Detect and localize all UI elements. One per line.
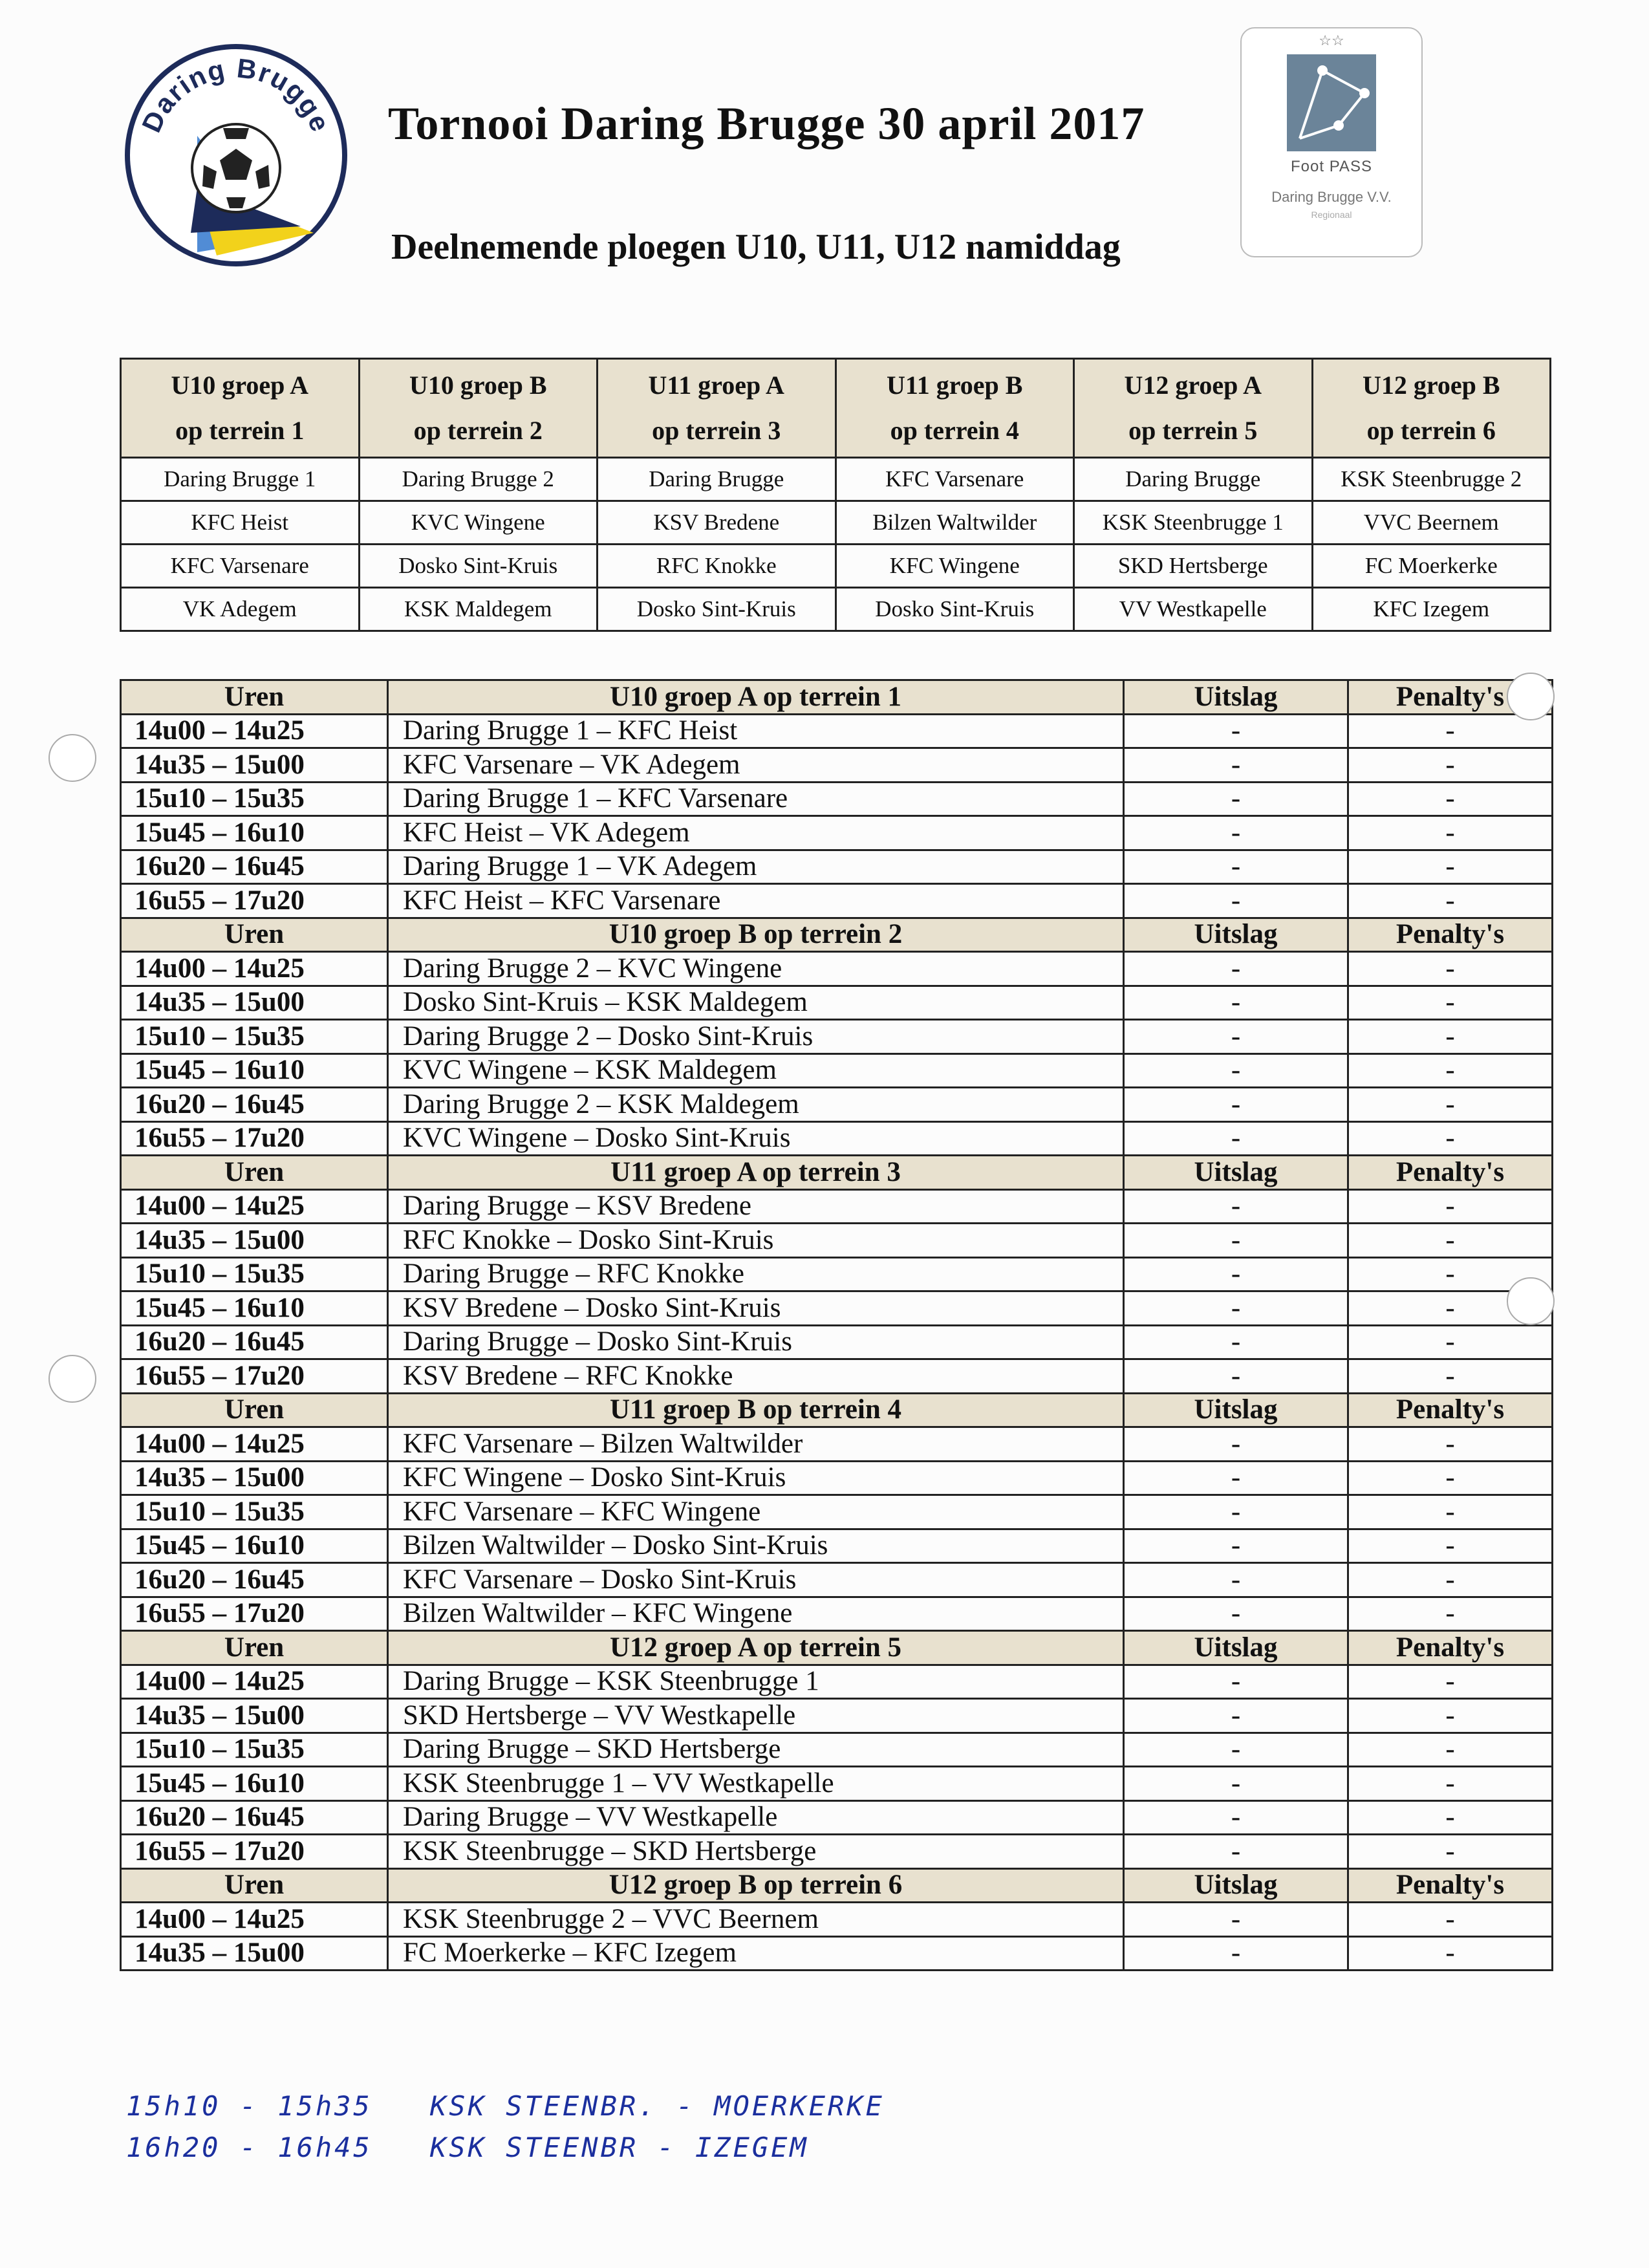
match-result: - — [1124, 1088, 1348, 1122]
group-header: U11 groep B op terrein 4 — [835, 359, 1074, 458]
match-row — [121, 1936, 1553, 1971]
match-result: - — [1124, 748, 1348, 783]
match-penalty: - — [1348, 1088, 1553, 1122]
match-row — [121, 816, 1553, 850]
team-cell: KFC Varsenare — [121, 545, 360, 588]
uitslag-header: Uitslag — [1124, 1393, 1348, 1427]
match-time: 14u35 – 15u00 — [121, 1461, 388, 1495]
penalty-header: Penalty's — [1348, 680, 1553, 715]
groups-row — [121, 588, 1551, 631]
group-header: U10 groep B op terrein 2 — [359, 359, 598, 458]
team-cell: Dosko Sint-Kruis — [359, 545, 598, 588]
match-penalty: - — [1348, 850, 1553, 884]
match-penalty: - — [1348, 1257, 1553, 1291]
section-header-row — [121, 1156, 1553, 1190]
handwritten-match: KSK STEENBR. - MOERKERKE — [430, 2090, 885, 2122]
match-row — [121, 1427, 1553, 1462]
match-result: - — [1124, 1427, 1348, 1462]
match-penalty: - — [1348, 952, 1553, 986]
schedule-table — [120, 679, 1553, 1971]
match-row — [121, 1461, 1553, 1495]
uren-header: Uren — [121, 1631, 388, 1665]
match-result: - — [1124, 1257, 1348, 1291]
match-row — [121, 714, 1553, 748]
match-row — [121, 1800, 1553, 1835]
match-penalty: - — [1348, 1597, 1553, 1631]
match-result: - — [1124, 1665, 1348, 1699]
foot-pass-badge — [1240, 27, 1423, 257]
match-time: 16u20 – 16u45 — [121, 1325, 388, 1359]
match-time: 15u45 – 16u10 — [121, 1529, 388, 1563]
handwritten-time: 15h10 - 15h35 — [126, 2090, 372, 2122]
logo-text: Daring Brugge — [136, 52, 337, 137]
match-teams: KSK Steenbrugge 2 – VVC Beernem — [388, 1903, 1124, 1937]
badge-name: Foot PASS — [1291, 158, 1372, 175]
match-teams: Bilzen Waltwilder – KFC Wingene — [388, 1597, 1124, 1631]
match-teams: KVC Wingene – Dosko Sint-Kruis — [388, 1121, 1124, 1156]
match-row — [121, 1903, 1553, 1937]
team-cell: RFC Knokke — [598, 545, 836, 588]
match-teams: KSK Steenbrugge 1 – VV Westkapelle — [388, 1767, 1124, 1801]
group-header: U10 groep A op terrein 1 — [121, 359, 360, 458]
match-result: - — [1124, 1563, 1348, 1597]
match-penalty: - — [1348, 748, 1553, 783]
team-cell: KSK Steenbrugge 2 — [1312, 458, 1551, 501]
match-teams: KFC Heist – VK Adegem — [388, 816, 1124, 850]
match-time: 15u10 – 15u35 — [121, 1733, 388, 1767]
match-penalty: - — [1348, 1733, 1553, 1767]
match-teams: SKD Hertsberge – VV Westkapelle — [388, 1699, 1124, 1733]
team-cell: KSK Maldegem — [359, 588, 598, 631]
team-cell: FC Moerkerke — [1312, 545, 1551, 588]
match-time: 14u35 – 15u00 — [121, 748, 388, 783]
match-teams: KFC Varsenare – KFC Wingene — [388, 1495, 1124, 1529]
team-cell: KFC Wingene — [835, 545, 1074, 588]
match-result: - — [1124, 1903, 1348, 1937]
match-penalty: - — [1348, 1800, 1553, 1835]
match-time: 14u00 – 14u25 — [121, 1189, 388, 1224]
team-cell: Dosko Sint-Kruis — [835, 588, 1074, 631]
section-header-row — [121, 1393, 1553, 1427]
groups-row — [121, 545, 1551, 588]
match-time: 14u35 – 15u00 — [121, 1224, 388, 1258]
match-time: 16u20 – 16u45 — [121, 1800, 388, 1835]
match-penalty: - — [1348, 1699, 1553, 1733]
match-row — [121, 782, 1553, 816]
match-time: 15u10 – 15u35 — [121, 782, 388, 816]
penalty-header: Penalty's — [1348, 1393, 1553, 1427]
section-title: U11 groep B op terrein 4 — [388, 1393, 1124, 1427]
match-result: - — [1124, 1800, 1348, 1835]
match-result: - — [1124, 884, 1348, 918]
match-time: 16u20 – 16u45 — [121, 1088, 388, 1122]
match-teams: KVC Wingene – KSK Maldegem — [388, 1053, 1124, 1088]
uren-header: Uren — [121, 680, 388, 715]
match-row — [121, 1495, 1553, 1529]
match-penalty: - — [1348, 782, 1553, 816]
match-penalty: - — [1348, 816, 1553, 850]
match-result: - — [1124, 1053, 1348, 1088]
match-time: 14u00 – 14u25 — [121, 1903, 388, 1937]
match-time: 14u00 – 14u25 — [121, 952, 388, 986]
match-result: - — [1124, 1699, 1348, 1733]
section-title: U12 groep A op terrein 5 — [388, 1631, 1124, 1665]
match-teams: KSV Bredene – RFC Knokke — [388, 1359, 1124, 1394]
team-cell: KFC Izegem — [1312, 588, 1551, 631]
match-penalty: - — [1348, 1359, 1553, 1394]
section-title: U10 groep A op terrein 1 — [388, 680, 1124, 715]
match-row — [121, 1020, 1553, 1054]
match-row — [121, 1189, 1553, 1224]
match-penalty: - — [1348, 1224, 1553, 1258]
match-teams: Dosko Sint-Kruis – KSK Maldegem — [388, 986, 1124, 1020]
match-penalty: - — [1348, 1291, 1553, 1326]
match-penalty: - — [1348, 1665, 1553, 1699]
match-penalty: - — [1348, 1767, 1553, 1801]
match-result: - — [1124, 1020, 1348, 1054]
group-header: U12 groep A op terrein 5 — [1074, 359, 1313, 458]
match-result: - — [1124, 850, 1348, 884]
match-result: - — [1124, 1224, 1348, 1258]
match-teams: RFC Knokke – Dosko Sint-Kruis — [388, 1224, 1124, 1258]
section-header-row — [121, 918, 1553, 952]
uitslag-header: Uitslag — [1124, 918, 1348, 952]
match-result: - — [1124, 1597, 1348, 1631]
match-penalty: - — [1348, 1461, 1553, 1495]
match-row — [121, 1835, 1553, 1869]
match-result: - — [1124, 1189, 1348, 1224]
section-title: U12 groep B op terrein 6 — [388, 1868, 1124, 1903]
match-teams: KFC Wingene – Dosko Sint-Kruis — [388, 1461, 1124, 1495]
match-row — [121, 850, 1553, 884]
match-row — [121, 1224, 1553, 1258]
match-result: - — [1124, 1461, 1348, 1495]
match-teams: KFC Varsenare – VK Adegem — [388, 748, 1124, 783]
groups-table — [120, 358, 1551, 632]
match-penalty: - — [1348, 1529, 1553, 1563]
page-title: Tornooi Daring Brugge 30 april 2017 — [388, 98, 1145, 149]
team-cell: SKD Hertsberge — [1074, 545, 1313, 588]
punch-hole — [1507, 673, 1555, 720]
match-penalty: - — [1348, 884, 1553, 918]
match-penalty: - — [1348, 714, 1553, 748]
match-row — [121, 952, 1553, 986]
match-row — [121, 748, 1553, 783]
foot-pass-emblem-icon — [1287, 54, 1376, 151]
match-penalty: - — [1348, 1053, 1553, 1088]
match-time: 14u00 – 14u25 — [121, 714, 388, 748]
match-time: 15u45 – 16u10 — [121, 1767, 388, 1801]
match-row — [121, 1597, 1553, 1631]
section-header-row — [121, 680, 1553, 715]
match-teams: Daring Brugge – SKD Hertsberge — [388, 1733, 1124, 1767]
team-cell: KFC Varsenare — [835, 458, 1074, 501]
match-row — [121, 1529, 1553, 1563]
match-row — [121, 1699, 1553, 1733]
team-cell: Daring Brugge 2 — [359, 458, 598, 501]
match-penalty: - — [1348, 1020, 1553, 1054]
match-teams: KSK Steenbrugge – SKD Hertsberge — [388, 1835, 1124, 1869]
match-time: 16u55 – 17u20 — [121, 1597, 388, 1631]
penalty-header: Penalty's — [1348, 918, 1553, 952]
team-cell: Daring Brugge — [1074, 458, 1313, 501]
match-penalty: - — [1348, 1495, 1553, 1529]
match-penalty: - — [1348, 1121, 1553, 1156]
match-penalty: - — [1348, 1903, 1553, 1937]
match-result: - — [1124, 1325, 1348, 1359]
team-cell: KVC Wingene — [359, 501, 598, 545]
match-teams: Daring Brugge – VV Westkapelle — [388, 1800, 1124, 1835]
match-result: - — [1124, 1495, 1348, 1529]
uren-header: Uren — [121, 918, 388, 952]
match-row — [121, 1767, 1553, 1801]
handwritten-note — [126, 2132, 1031, 2163]
team-cell: Bilzen Waltwilder — [835, 501, 1074, 545]
match-time: 16u55 – 17u20 — [121, 884, 388, 918]
daring-brugge-logo — [120, 39, 352, 272]
uitslag-header: Uitslag — [1124, 1631, 1348, 1665]
match-teams: Daring Brugge 1 – VK Adegem — [388, 850, 1124, 884]
team-cell: VV Westkapelle — [1074, 588, 1313, 631]
groups-row — [121, 458, 1551, 501]
match-penalty: - — [1348, 1189, 1553, 1224]
match-time: 16u20 – 16u45 — [121, 1563, 388, 1597]
match-teams: KFC Varsenare – Bilzen Waltwilder — [388, 1427, 1124, 1462]
match-time: 14u35 – 15u00 — [121, 986, 388, 1020]
match-row — [121, 1121, 1553, 1156]
match-penalty: - — [1348, 986, 1553, 1020]
punch-hole — [48, 734, 96, 782]
penalty-header: Penalty's — [1348, 1156, 1553, 1190]
match-result: - — [1124, 952, 1348, 986]
match-time: 15u45 – 16u10 — [121, 816, 388, 850]
team-cell: Daring Brugge 1 — [121, 458, 360, 501]
match-result: - — [1124, 816, 1348, 850]
team-cell: VVC Beernem — [1312, 501, 1551, 545]
match-time: 15u45 – 16u10 — [121, 1291, 388, 1326]
section-title: U10 groep B op terrein 2 — [388, 918, 1124, 952]
match-time: 14u00 – 14u25 — [121, 1665, 388, 1699]
match-result: - — [1124, 1121, 1348, 1156]
handwritten-note — [126, 2090, 1031, 2122]
uitslag-header: Uitslag — [1124, 680, 1348, 715]
match-time: 15u10 – 15u35 — [121, 1495, 388, 1529]
match-row — [121, 1291, 1553, 1326]
group-header: U11 groep A op terrein 3 — [598, 359, 836, 458]
badge-club: Daring Brugge V.V. — [1271, 189, 1392, 205]
match-penalty: - — [1348, 1325, 1553, 1359]
match-time: 14u00 – 14u25 — [121, 1427, 388, 1462]
match-teams: Daring Brugge 2 – KSK Maldegem — [388, 1088, 1124, 1122]
match-penalty: - — [1348, 1427, 1553, 1462]
team-cell: KFC Heist — [121, 501, 360, 545]
match-result: - — [1124, 1529, 1348, 1563]
match-teams: KSV Bredene – Dosko Sint-Kruis — [388, 1291, 1124, 1326]
uren-header: Uren — [121, 1156, 388, 1190]
match-result: - — [1124, 714, 1348, 748]
match-result: - — [1124, 1835, 1348, 1869]
match-teams: Daring Brugge – Dosko Sint-Kruis — [388, 1325, 1124, 1359]
uren-header: Uren — [121, 1868, 388, 1903]
match-row — [121, 1053, 1553, 1088]
match-teams: Bilzen Waltwilder – Dosko Sint-Kruis — [388, 1529, 1124, 1563]
penalty-header: Penalty's — [1348, 1868, 1553, 1903]
match-result: - — [1124, 1733, 1348, 1767]
match-teams: KFC Varsenare – Dosko Sint-Kruis — [388, 1563, 1124, 1597]
match-row — [121, 986, 1553, 1020]
uren-header: Uren — [121, 1393, 388, 1427]
match-teams: Daring Brugge – KSK Steenbrugge 1 — [388, 1665, 1124, 1699]
match-row — [121, 1359, 1553, 1394]
match-teams: Daring Brugge 1 – KFC Varsenare — [388, 782, 1124, 816]
match-time: 16u55 – 17u20 — [121, 1359, 388, 1394]
match-result: - — [1124, 1936, 1348, 1971]
match-time: 14u35 – 15u00 — [121, 1699, 388, 1733]
team-cell: Daring Brugge — [598, 458, 836, 501]
match-result: - — [1124, 1767, 1348, 1801]
match-teams: Daring Brugge – KSV Bredene — [388, 1189, 1124, 1224]
match-teams: KFC Heist – KFC Varsenare — [388, 884, 1124, 918]
match-row — [121, 1665, 1553, 1699]
handwritten-time: 16h20 - 16h45 — [126, 2132, 372, 2163]
badge-level: Regionaal — [1311, 210, 1352, 220]
uitslag-header: Uitslag — [1124, 1156, 1348, 1190]
punch-hole — [1507, 1277, 1555, 1325]
badge-stars: ☆☆ — [1319, 32, 1344, 49]
match-row — [121, 1257, 1553, 1291]
match-teams: FC Moerkerke – KFC Izegem — [388, 1936, 1124, 1971]
team-cell: KSV Bredene — [598, 501, 836, 545]
match-time: 16u55 – 17u20 — [121, 1121, 388, 1156]
match-teams: Daring Brugge – RFC Knokke — [388, 1257, 1124, 1291]
team-cell: KSK Steenbrugge 1 — [1074, 501, 1313, 545]
match-time: 16u55 – 17u20 — [121, 1835, 388, 1869]
punch-hole — [48, 1355, 96, 1403]
match-result: - — [1124, 1359, 1348, 1394]
match-penalty: - — [1348, 1936, 1553, 1971]
match-row — [121, 1563, 1553, 1597]
team-cell: Dosko Sint-Kruis — [598, 588, 836, 631]
match-result: - — [1124, 1291, 1348, 1326]
match-time: 15u45 – 16u10 — [121, 1053, 388, 1088]
match-result: - — [1124, 986, 1348, 1020]
match-time: 14u35 – 15u00 — [121, 1936, 388, 1971]
section-header-row — [121, 1868, 1553, 1903]
match-penalty: - — [1348, 1563, 1553, 1597]
match-row — [121, 1325, 1553, 1359]
uitslag-header: Uitslag — [1124, 1868, 1348, 1903]
match-teams: Daring Brugge 1 – KFC Heist — [388, 714, 1124, 748]
match-penalty: - — [1348, 1835, 1553, 1869]
match-row — [121, 1733, 1553, 1767]
group-header: U12 groep B op terrein 6 — [1312, 359, 1551, 458]
match-teams: Daring Brugge 2 – KVC Wingene — [388, 952, 1124, 986]
match-time: 15u10 – 15u35 — [121, 1020, 388, 1054]
section-title: U11 groep A op terrein 3 — [388, 1156, 1124, 1190]
match-time: 16u20 – 16u45 — [121, 850, 388, 884]
team-cell: VK Adegem — [121, 588, 360, 631]
match-teams: Daring Brugge 2 – Dosko Sint-Kruis — [388, 1020, 1124, 1054]
handwritten-match: KSK STEENBR - IZEGEM — [430, 2132, 809, 2163]
page-subtitle: Deelnemende ploegen U10, U11, U12 namiddag — [391, 227, 1121, 267]
match-row — [121, 1088, 1553, 1122]
groups-row — [121, 501, 1551, 545]
match-time: 15u10 – 15u35 — [121, 1257, 388, 1291]
section-header-row — [121, 1631, 1553, 1665]
penalty-header: Penalty's — [1348, 1631, 1553, 1665]
match-row — [121, 884, 1553, 918]
match-result: - — [1124, 782, 1348, 816]
